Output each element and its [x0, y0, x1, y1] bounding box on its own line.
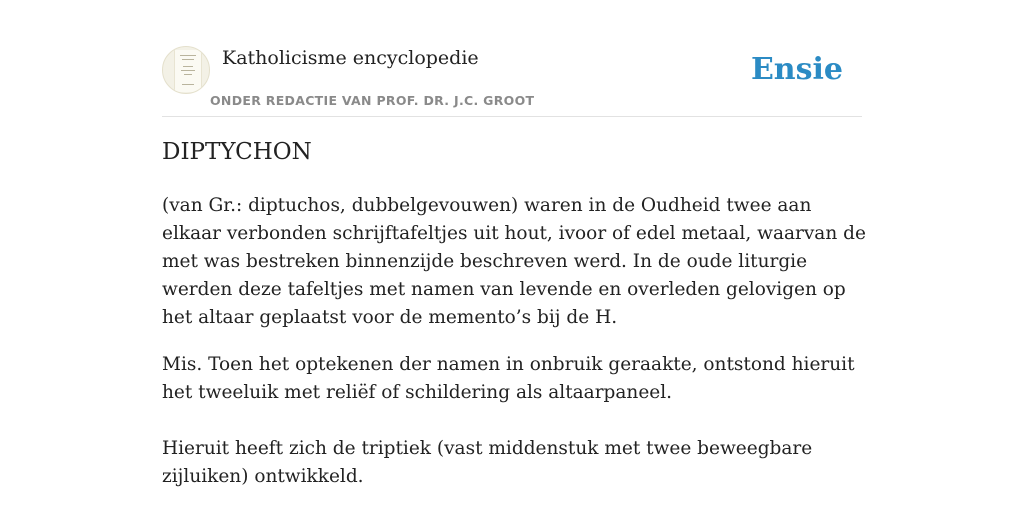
entry-paragraph: Hieruit heeft zich de triptiek (vast middenstuk met twee beweegbare zijluiken) ontwikkeld. [162, 438, 813, 487]
cover-text-line [182, 84, 194, 85]
cover-page [174, 50, 202, 92]
entry-title: DIPTYCHON [162, 139, 312, 165]
entry-paragraph: Mis. Toen het optekenen der namen in onbruik geraakte, ontstond hieruit het tweeluik met reliëf of schildering als altaarpaneel. [162, 354, 855, 403]
cover-text-line [184, 74, 192, 75]
editor-subtitle: ONDER REDACTIE VAN PROF. DR. J.C. GROOT [210, 93, 535, 108]
header [162, 40, 862, 117]
cover-text-line [182, 59, 194, 60]
entry-paragraph: (van Gr.: diptuchos, dubbelgevouwen) waren in de Oudheid twee aan elkaar verbonden schrijftafeltjes uit hout, ivoor of edel metaal, waarvan de met was bestreken binnenzijde beschreven werd. In de oude liturgie werden deze tafeltjes met namen van levende en overleden gelovigen op het altaar geplaatst voor de memento’s bij de H. [162, 195, 866, 328]
cover-text-line [183, 66, 193, 67]
brand-logo[interactable]: Ensie [750, 52, 843, 87]
site-title[interactable]: Katholicisme encyclopedie [222, 47, 479, 69]
cover-text-line [181, 70, 195, 71]
encyclopedia-cover-image[interactable] [162, 46, 210, 94]
cover-text-line [180, 55, 196, 56]
